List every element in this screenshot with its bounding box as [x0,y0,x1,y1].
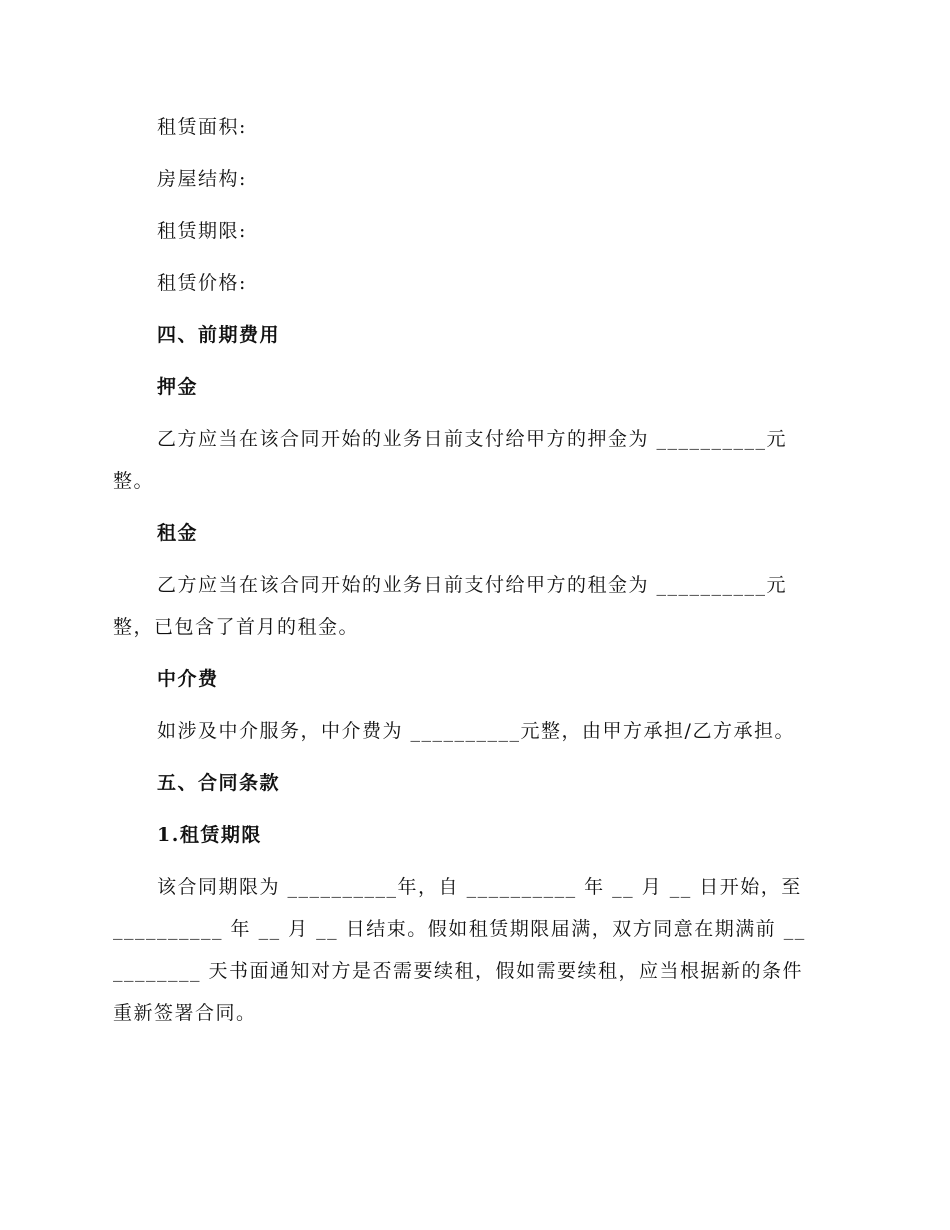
field-house-structure: 房屋结构: [157,168,247,190]
field-rental-area: 租赁面积: [157,116,247,138]
rent-heading: 租金 [157,522,199,544]
term-line-3: ________ 天书面通知对方是否需要续租，假如需要续租，应当根据新的条件 [113,960,804,982]
agency-fee-line-1: 如涉及中介服务，中介费为 __________元整，由甲方承担/乙方承担。 [157,720,795,742]
rent-paragraph [113,564,843,648]
agency-fee-heading: 中介费 [157,668,219,690]
term-line-2: __________ 年 __ 月 __ 日结束。假如租赁期限届满，双方同意在期满前 __ [113,918,806,940]
term-line-1: 该合同期限为 __________年，自 __________ 年 __ 月 __ 日开始，至 [157,876,802,898]
deposit-line-2: 整。 [113,470,155,492]
document-body [113,106,843,1044]
field-rental-price: 租赁价格: [157,272,247,294]
field-rental-term: 租赁期限: [157,220,247,242]
term-line-4: 重新签署合同。 [113,1002,257,1024]
deposit-heading: 押金 [157,376,199,398]
section-5-title: 五、合同条款 [157,772,281,794]
term-heading: 1.租赁期限 [157,824,262,846]
rent-line-2: 整，已包含了首月的租金。 [113,616,360,638]
agency-fee-paragraph [113,710,843,752]
term-paragraph [113,866,843,1034]
deposit-line-1: 乙方应当在该合同开始的业务日前支付给甲方的押金为 __________元 [157,428,788,450]
section-4-title: 四、前期费用 [157,324,281,346]
deposit-paragraph [113,418,843,502]
rent-line-1: 乙方应当在该合同开始的业务日前支付给甲方的租金为 __________元 [157,574,788,596]
